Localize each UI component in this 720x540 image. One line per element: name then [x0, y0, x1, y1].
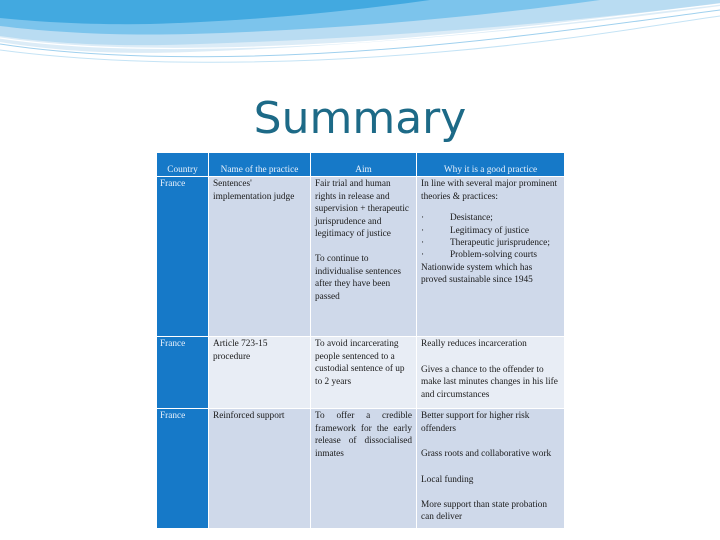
practice-cell: Sentences' implementation judge [209, 177, 311, 337]
why-text: Really reduces incarceration [421, 339, 527, 350]
table-row [157, 177, 565, 337]
why-outro-text: Nationwide system which has proved sustainable since 1945 [421, 262, 533, 286]
why-bullet-list [421, 212, 560, 262]
practice-cell: Article 723-15 procedure [209, 337, 311, 409]
why-text: Grass roots and collaborative work [421, 449, 552, 460]
country-cell: France [157, 177, 209, 337]
why-text: More support than state probation can deliver [421, 500, 547, 523]
why-text: Local funding [421, 474, 474, 485]
list-item: · Problem-solving courts [421, 250, 538, 261]
table-header-row [157, 153, 565, 177]
column-header-why-good-practice: Why it is a good practice [417, 153, 565, 177]
summary-table [156, 152, 565, 529]
aim-cell [311, 337, 417, 409]
column-header-aim: Aim [311, 153, 417, 177]
why-cell [417, 409, 565, 528]
table-row [157, 337, 565, 409]
list-item: · Desistance; [421, 213, 493, 224]
table-row [157, 409, 565, 528]
list-item: · Therapeutic jurisprudence; [421, 238, 550, 249]
column-header-practice-name: Name of the practice [209, 153, 311, 177]
why-text: Gives a chance to the offender to make last minutes changes in his life and circumstances [421, 364, 558, 400]
aim-text: To avoid incarcerating people sentenced to a custodial sentence of up to 2 years [315, 339, 405, 387]
why-cell [417, 337, 565, 409]
list-item: · Legitimacy of justice [421, 225, 529, 236]
aim-text: Fair trial and human rights in release and supervision + therapeutic jurisprudence and legitimacy of justice [315, 179, 410, 240]
header-wave-decoration [0, 0, 720, 80]
practice-cell: Reinforced support [209, 409, 311, 528]
slide-title: Summary [253, 93, 467, 144]
why-cell [417, 177, 565, 337]
why-intro-text: In line with several major prominent theories & practices: [421, 179, 558, 202]
country-cell: France [157, 409, 209, 528]
aim-cell [311, 177, 417, 337]
country-cell: France [157, 337, 209, 409]
column-header-country: Country [157, 153, 209, 177]
aim-text: To continue to individualise sentences after they have been passed [315, 254, 401, 302]
aim-cell [311, 409, 417, 528]
aim-text: To offer a credible framework for the early release of dissocialised inmates [315, 411, 412, 459]
why-text: Better support for higher risk offenders [421, 411, 530, 434]
